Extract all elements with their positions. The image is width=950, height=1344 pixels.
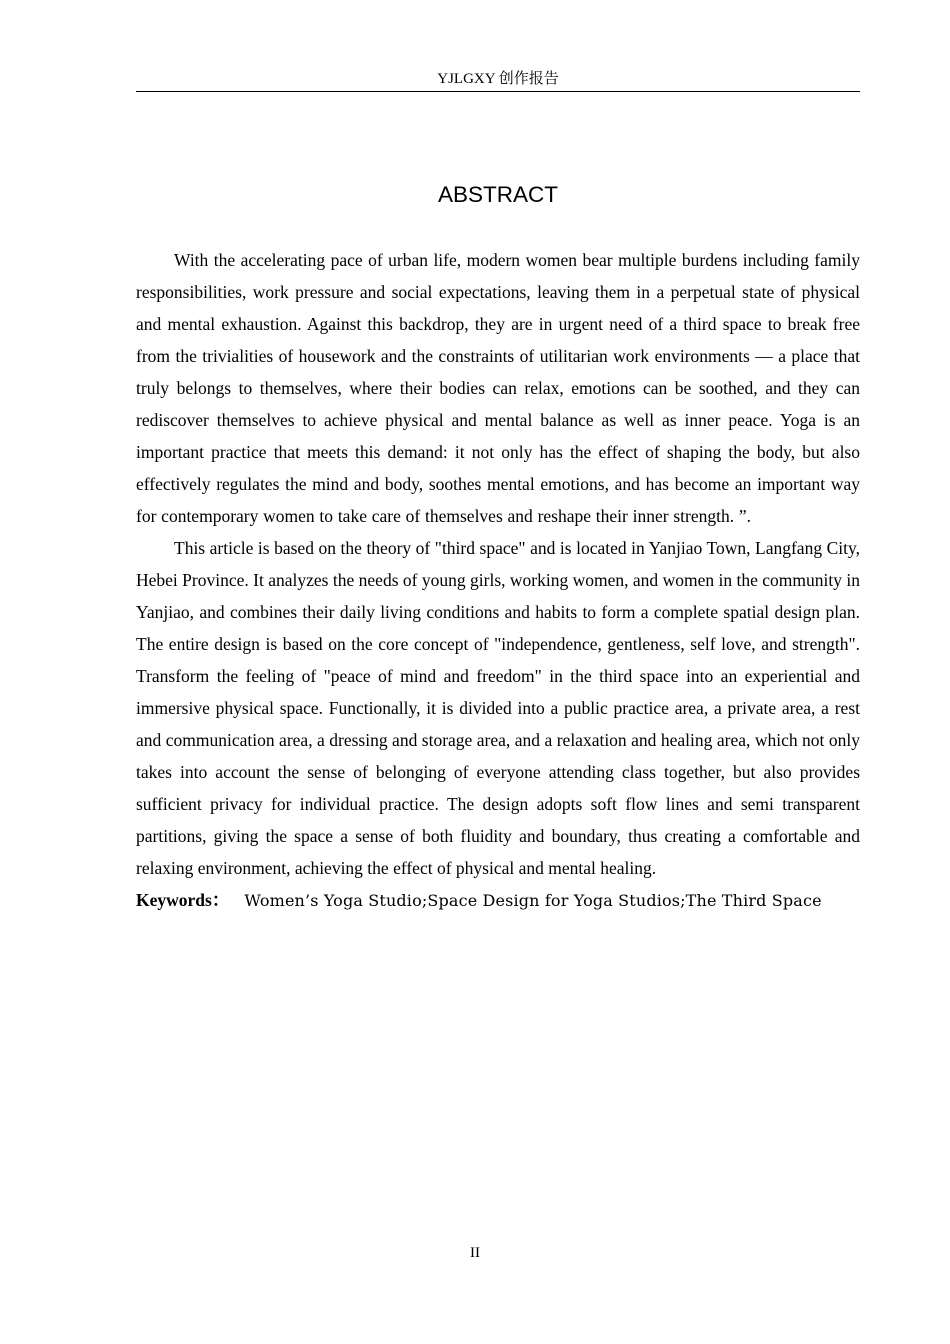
page-number: II: [470, 1245, 480, 1261]
keywords-line: [136, 884, 860, 917]
abstract-paragraph-1: With the accelerating pace of urban life, modern women bear multiple burdens including family responsibilities, work pressure and social expectations, leaving them in a perpetual state of physical and mental exhaustion. Against this backdrop, they are in urgent need of a third space to break free from the trivialities of housework and the constraints of utilitarian work environments — a place that truly belongs to themselves, where their bodies can relax, emotions can be soothed, and they can rediscover themselves to achieve physical and mental balance as well as inner peace. Yoga is an important practice that meets this demand: it not only has the effect of shaping the body, but also effectively regulates the mind and body, soothes mental emotions, and has become an important way for contemporary women to take care of themselves and reshape their inner strength. ”.: [136, 250, 860, 526]
abstract-title: ABSTRACT: [437, 182, 558, 207]
keywords-label: Keywords：: [136, 890, 230, 910]
keywords-text: Women’s Yoga Studio;Space Design for Yoga Studios;The Third Space: [244, 891, 822, 910]
running-header: YJLGXY 创作报告: [136, 70, 860, 92]
abstract-body: [136, 244, 860, 917]
abstract-paragraph-2: This article is based on the theory of "third space" and is located in Yanjiao Town, Langfang City, Hebei Province. It analyzes the needs of young girls, working women, and women in the community in Yanjiao, and combines their daily living conditions and habits to form a complete spatial design plan. The entire design is based on the core concept of "independence, gentleness, self love, and strength". Transform the feeling of "peace of mind and freedom" in the third space into an experiential and immersive physical space. Functionally, it is divided into a public practice area, a private area, a rest and communication area, a dressing and storage area, and a relaxation and healing area, which not only takes into account the sense of belonging of everyone attending class together, but also provides sufficient privacy for individual practice. The design adopts soft flow lines and semi transparent partitions, giving the space a sense of both fluidity and boundary, thus creating a comfortable and relaxing environment, achieving the effect of physical and mental healing.: [136, 538, 860, 878]
